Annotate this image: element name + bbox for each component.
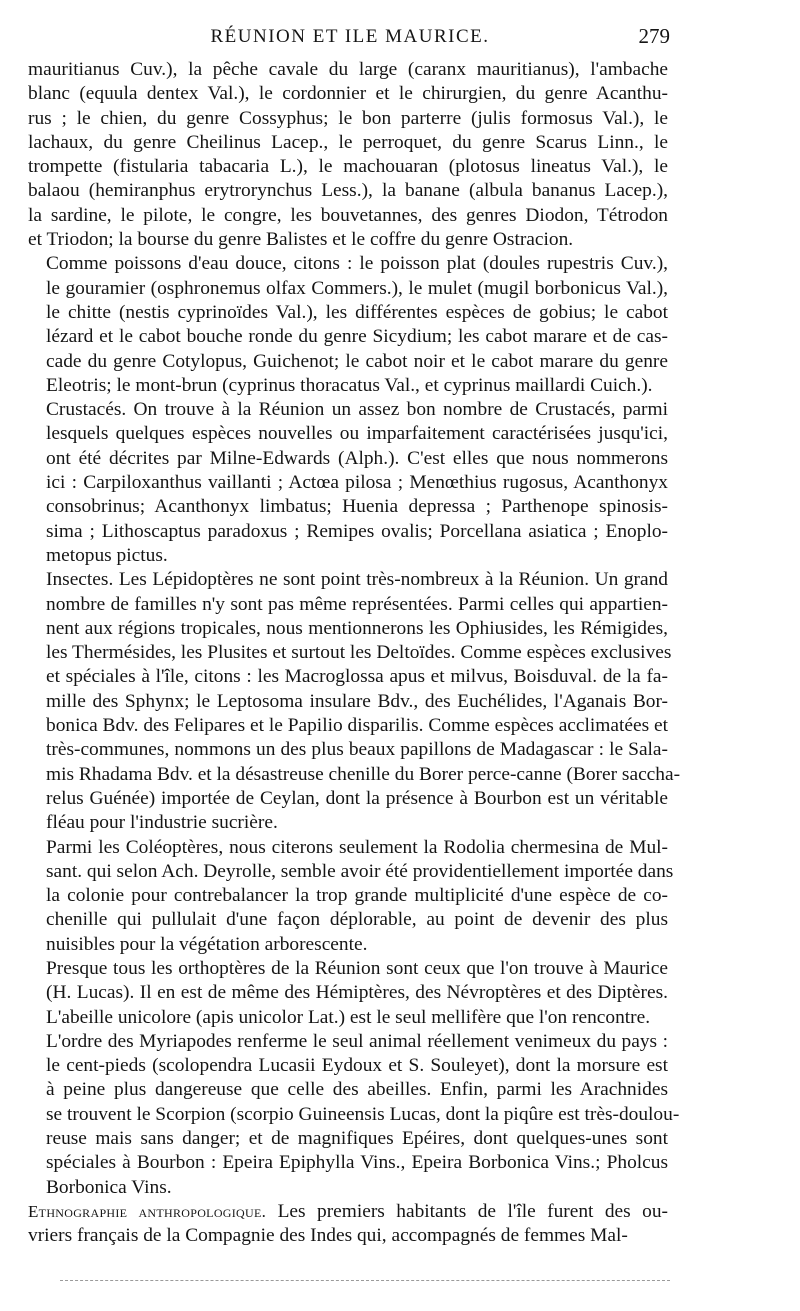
text-line: la colonie pour contrebalancer la trop grande multiplicité d'une espèce de co- [46,885,668,907]
paragraph [28,568,681,835]
text-line: le chitte (nestis cyprinoïdes Val.), les différentes espèces de gobius; le cabot [46,301,668,323]
section-heading: Ethnographie anthropologique. [28,1201,267,1221]
text-line: Ethnographie anthropologique. Les premiers habitants de l'île furent des ou- [28,1200,668,1222]
text-line: à peine plus dangereuse que celle des abeilles. Enfin, parmi les Arachnides [46,1079,668,1101]
page-header [30,20,670,56]
text-line: mille des Sphynx; le Leptosoma insulare Bdv., des Euchélides, l'Aganais Bor- [46,690,668,712]
text-line: nuisibles pour la végétation arborescente. [46,933,368,955]
text-line: relus Guénée) importée de Ceylan, dont la présence à Bourbon est un véritable [46,787,668,809]
text-line: balaou (hemiranphus erytrorynchus Less.), la banane (albula bananus Lacep.), [28,180,668,202]
page-body-text [28,58,681,1249]
text-line: (H. Lucas). Il en est de même des Hémiptères, des Névroptères et des Diptères. [46,982,668,1004]
text-line: Eleotris; le mont-brun (cyprinus thoracatus Val., et cyprinus maillardi Cuich.). [46,374,653,396]
paragraph [28,252,668,398]
text-line: spéciales à Bourbon : Epeira Epiphylla Vins., Epeira Borbonica Vins.; Pholcus [46,1152,668,1174]
paragraph [28,957,668,1030]
text-line: lézard et le cabot bouche ronde du genre Sicydium; les cabot marare et de cas- [46,326,668,348]
text-line: Insectes. Les Lépidoptères ne sont point très-nombreux à la Réunion. Un grand [46,569,668,591]
text-line: nent aux régions tropicales, nous mentionnerons les Ophiusides, les Rémigides, [46,617,668,639]
text-line: le gouramier (osphronemus olfax Commers.), le mulet (mugil borbonicus Val.), [46,277,668,299]
text-line: ici : Carpiloxanthus vaillanti ; Actœa pilosa ; Menœthius rugosus, Acanthonyx [46,472,668,494]
text-line: et Triodon; la bourse du genre Balistes et le coffre du genre Ostracion. [28,229,574,251]
text-line: ont été décrites par Milne-Edwards (Alph.). C'est elles que nous nommerons [46,447,668,469]
text-line: la sardine, le pilote, le congre, les bouvetannes, des genres Diodon, Tétrodon [28,204,668,226]
footer-rule [60,1280,670,1281]
text-line: cade du genre Cotylopus, Guichenot; le cabot noir et le cabot marare du genre [46,350,668,372]
page-number: 279 [638,24,670,48]
text-line: Borbonica Vins. [46,1176,172,1198]
text-line: et spéciales à l'île, citons : les Macroglossa apus et milvus, Boisduval. de la fa- [46,666,668,688]
text-line: sant. qui selon Ach. Deyrolle, semble avoir été providentiellement importée dans [46,860,674,882]
text-line: mis Rhadama Bdv. et la désastreuse chenille du Borer perce-canne (Borer saccha- [46,763,681,785]
text-line: lachaux, du genre Cheilinus Lacep., le perroquet, du genre Scarus Linn., le [28,131,668,153]
running-title: RÉUNION ET ILE MAURICE. [210,26,490,47]
text-line: trompette (fistularia tabacaria L.), le machouaran (plotosus lineatus Val.), le [28,156,668,178]
text-line: vriers français de la Compagnie des Indes qui, accompagnés de femmes Mal- [28,1225,628,1247]
text-line: rus ; le chien, du genre Cossyphus; le bon parterre (julis formosus Val.), le [28,107,668,129]
text-line: L'abeille unicolore (apis unicolor Lat.) est le seul mellifère que l'on rencontre. [46,1006,651,1028]
text-line: consobrinus; Acanthonyx limbatus; Huenia depressa ; Parthenope spinosis- [46,496,668,518]
paragraph [28,398,668,568]
text-line: très-communes, nommons un des plus beaux papillons de Madagascar : le Sala- [46,739,668,761]
text-line: Crustacés. On trouve à la Réunion un assez bon nombre de Crustacés, parmi [46,399,668,421]
paragraph [28,1200,668,1249]
text-line: blanc (equula dentex Val.), le cordonnier et le chirurgien, du genre Acanthu- [28,83,668,105]
text-line: bonica Bdv. des Felipares et le Papilio disparilis. Comme espèces acclimatées et [46,715,668,737]
text-line: sima ; Lithoscaptus paradoxus ; Remipes ovalis; Porcellana asiatica ; Enoplo- [46,520,668,542]
text-line: le cent-pieds (scolopendra Lucasii Eydoux et S. Souleyet), dont la morsure est [46,1055,668,1077]
paragraph [28,1030,680,1200]
text-line: chenille qui pullulait d'une façon déplorable, au point de devenir des plus [46,909,668,931]
text-line: metopus pictus. [46,544,168,566]
text-line: Presque tous les orthoptères de la Réunion sont ceux que l'on trouve à Maurice [46,957,668,979]
text-line: Comme poissons d'eau douce, citons : le poisson plat (doules rupestris Cuv.), [46,253,668,275]
text-line: nombre de familles n'y sont pas même représentées. Parmi celles qui appartien- [46,593,668,615]
text-line: fléau pour l'industrie sucrière. [46,812,278,834]
text-line: se trouvent le Scorpion (scorpio Guineensis Lucas, dont la piqûre est très-doulou- [46,1103,680,1125]
text-line: lesquels quelques espèces nouvelles ou imparfaitement caractérisées jusqu'ici, [46,423,668,445]
text-line: Parmi les Coléoptères, nous citerons seulement la Rodolia chermesina de Mul- [46,836,668,858]
text-line: L'ordre des Myriapodes renferme le seul animal réellement venimeux du pays : [46,1030,668,1052]
paragraph [28,836,674,957]
text-line: les Thermésides, les Plusites et surtout les Deltoïdes. Comme espèces exclusives [46,642,672,664]
text-line: reuse mais sans danger; et de magnifiques Epéires, dont quelques-unes sont [46,1128,668,1150]
text-line: mauritianus Cuv.), la pêche cavale du large (caranx mauritianus), l'ambache [28,59,668,80]
paragraph [28,58,668,252]
